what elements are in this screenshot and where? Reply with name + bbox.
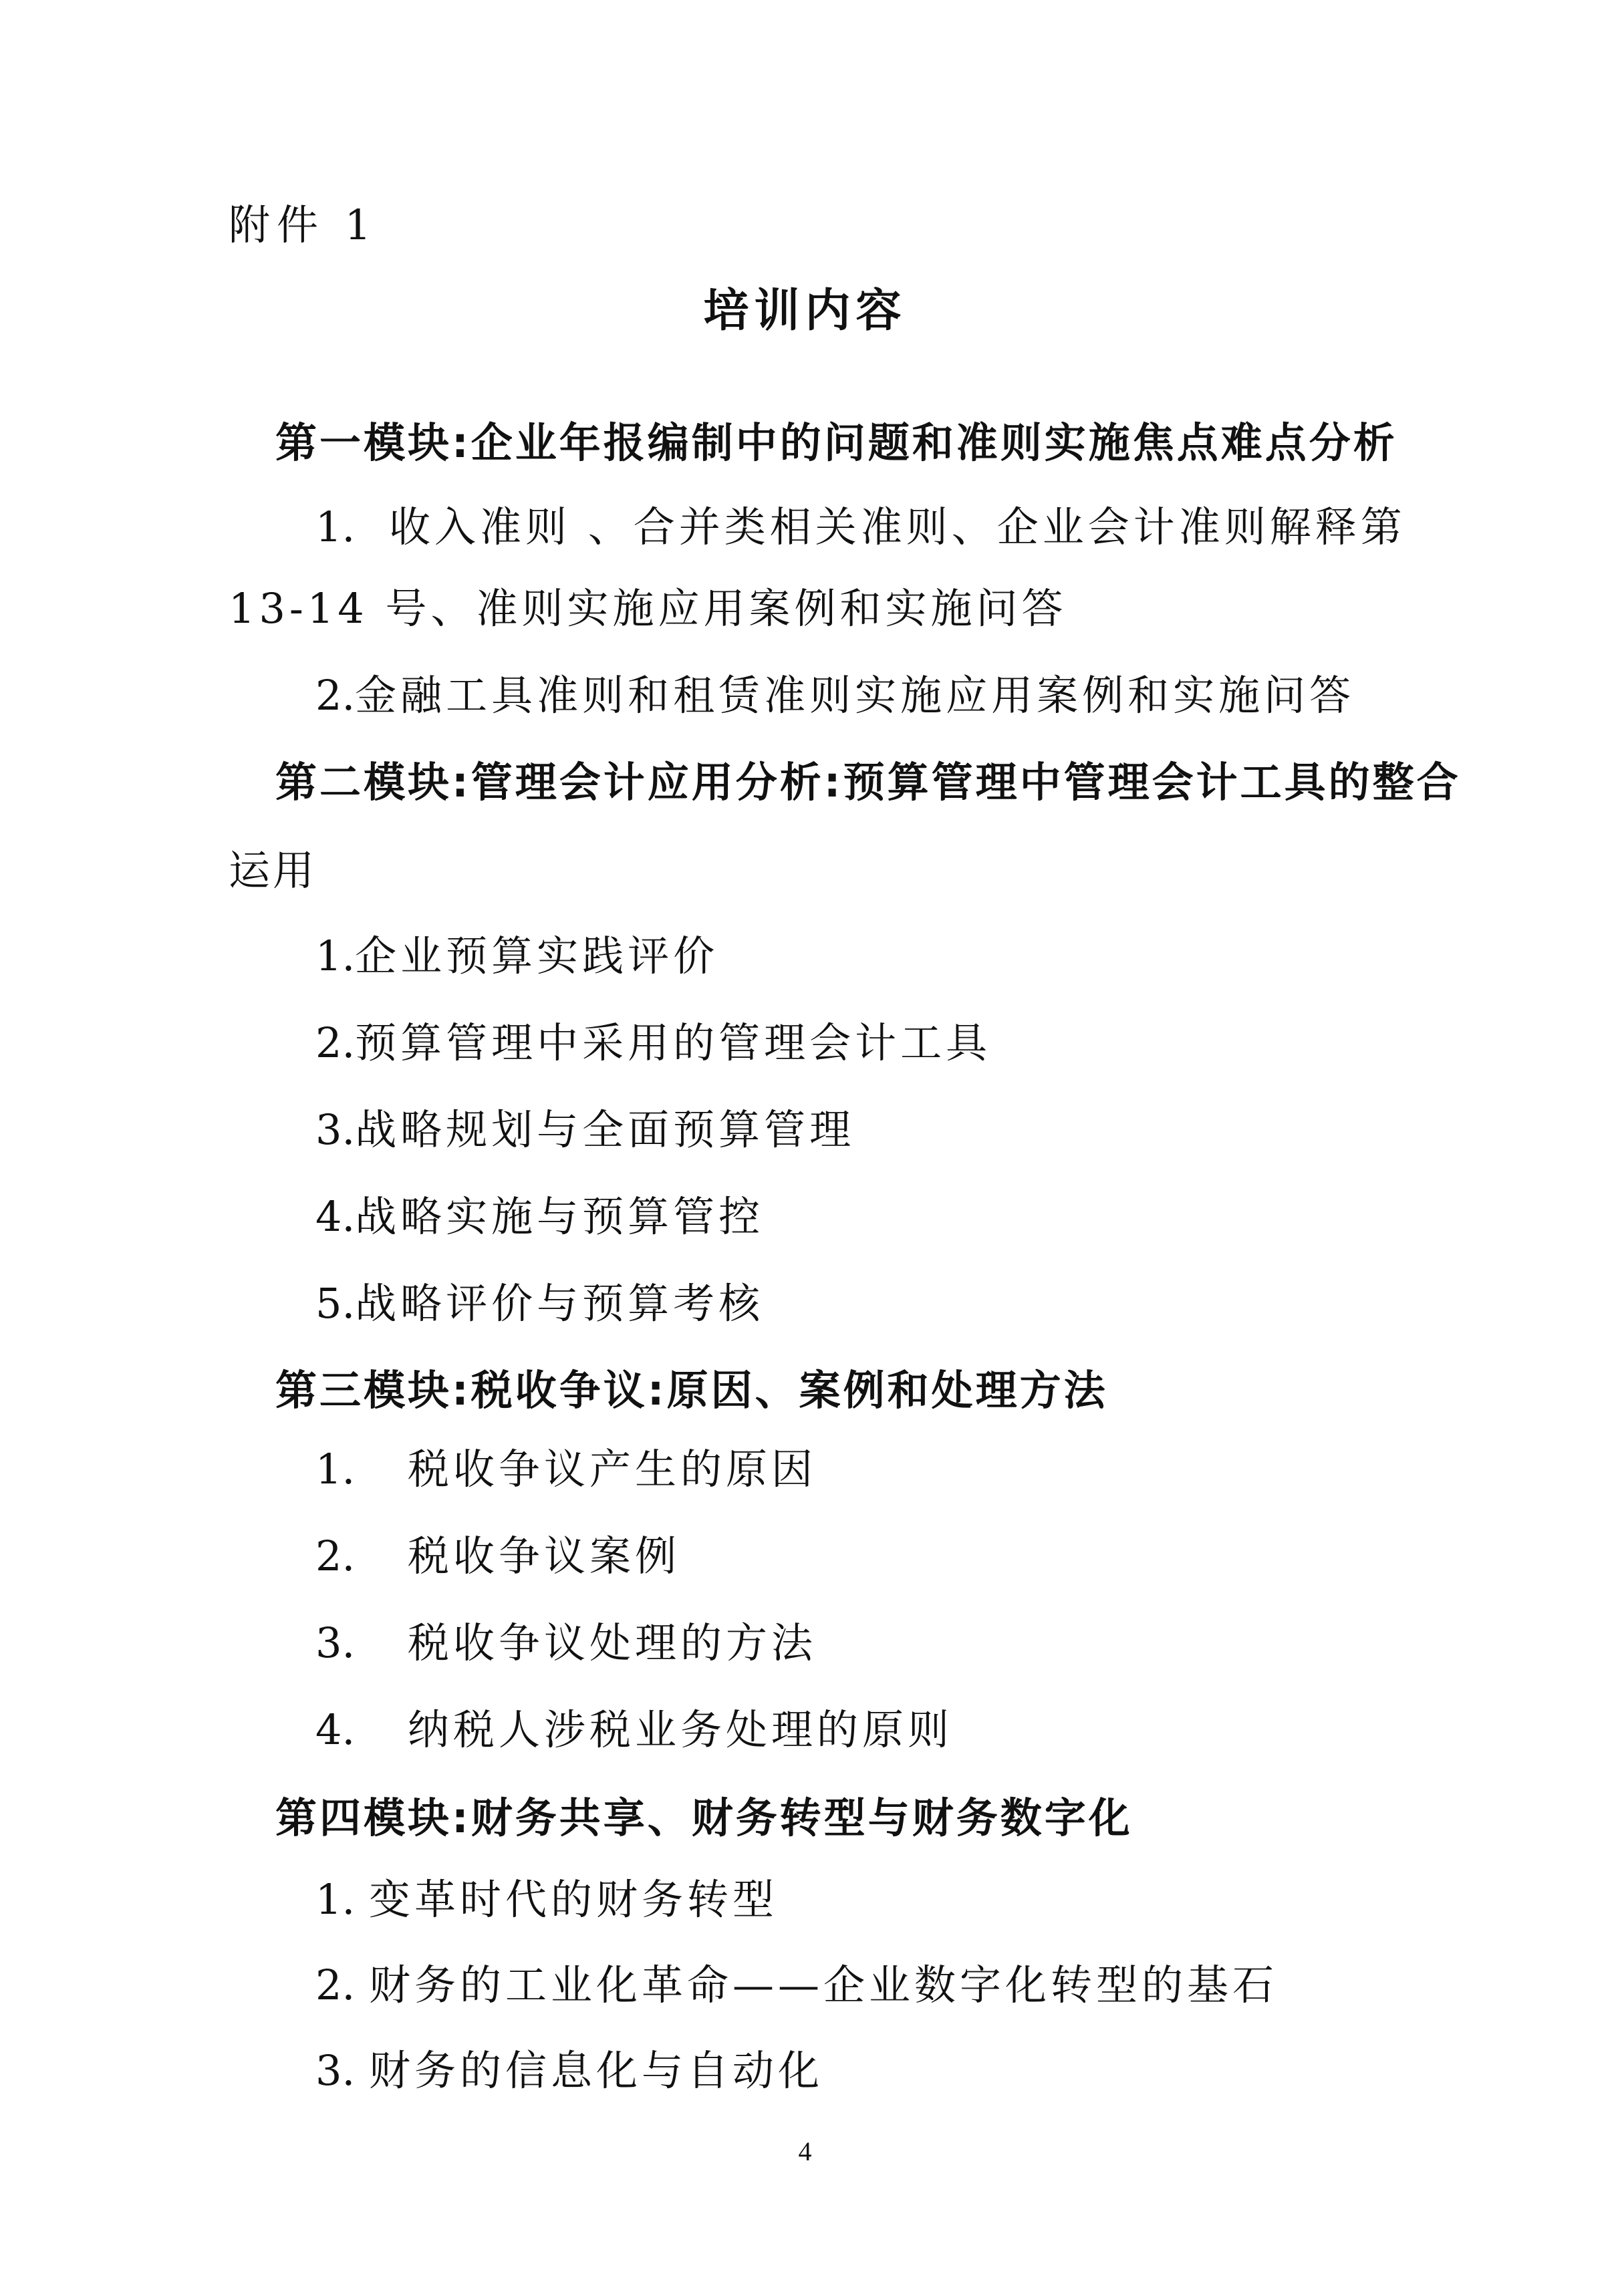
- module-4-item-1: [315, 1875, 779, 1924]
- module-2-item-5: [315, 1279, 765, 1328]
- item-text: 战略评价与预算考核: [355, 1279, 765, 1328]
- item-text: 税收争议产生的原因: [408, 1445, 817, 1493]
- item-number: 2.: [315, 1961, 356, 2009]
- module-1-item-2: [315, 671, 1355, 720]
- item-text: 税收争议处理的方法: [408, 1618, 817, 1667]
- module-1-item-1: [315, 503, 1406, 551]
- module-3-heading: 第三模块:税收争议:原因、案例和处理方法: [275, 1366, 1108, 1415]
- attachment-label: 附件 1: [229, 200, 378, 249]
- item-text: 战略实施与预算管控: [355, 1192, 765, 1241]
- item-text: 变革时代的财务转型: [369, 1875, 779, 1924]
- item-number: 2.: [315, 1018, 356, 1067]
- item-text: 企业预算实践评价: [355, 931, 719, 980]
- item-text: 纳税人涉税业务处理的原则: [408, 1705, 954, 1754]
- item-number: 4.: [315, 1192, 356, 1241]
- item-text: 税收争议案例: [408, 1532, 681, 1580]
- module-2-item-3: [315, 1105, 855, 1154]
- module-1-item-1-continuation: 13-14 号、准则实施应用案例和实施问答: [229, 584, 1067, 633]
- item-text: 预算管理中采用的管理会计工具: [355, 1018, 992, 1067]
- item-number: 2.: [315, 1532, 356, 1580]
- module-3-item-3: [315, 1618, 817, 1667]
- item-number: 1.: [315, 1445, 356, 1493]
- item-text: 金融工具准则和租赁准则实施应用案例和实施问答: [355, 671, 1355, 720]
- item-text: 财务的工业化革命——企业数字化转型的基石: [369, 1961, 1279, 2009]
- module-3-item-1: [315, 1445, 817, 1493]
- module-4-item-2: [315, 1961, 1279, 2009]
- module-2-item-2: [315, 1018, 992, 1067]
- document-title: 培训内容: [703, 285, 907, 337]
- item-number: 1.: [315, 1875, 356, 1924]
- item-number: 3.: [315, 1105, 356, 1154]
- item-number: 4.: [315, 1705, 356, 1754]
- module-2-heading: 第二模块:管理会计应用分析:预算管理中管理会计工具的整合: [275, 758, 1461, 807]
- item-text: 战略规划与全面预算管理: [355, 1105, 855, 1154]
- module-1-heading: 第一模块:企业年报编制中的问题和准则实施焦点难点分析: [275, 418, 1397, 467]
- item-text: 收入准则 、合并类相关准则、企业会计准则解释第: [389, 503, 1406, 551]
- item-number: 3.: [315, 2046, 356, 2095]
- module-3-item-4: [315, 1705, 954, 1754]
- module-2-item-1: [315, 931, 719, 980]
- module-4-item-3: [315, 2046, 824, 2095]
- item-number: 1.: [315, 931, 356, 980]
- module-4-heading: 第四模块:财务共享、财务转型与财务数字化: [275, 1793, 1133, 1842]
- item-number: 3.: [315, 1618, 356, 1667]
- item-text: 财务的信息化与自动化: [369, 2046, 824, 2095]
- page-number: 4: [798, 2136, 812, 2166]
- module-2-heading-continuation: 运用: [229, 846, 317, 895]
- module-2-item-4: [315, 1192, 765, 1241]
- item-number: 1.: [315, 503, 356, 551]
- module-3-item-2: [315, 1532, 681, 1580]
- item-number: 5.: [315, 1279, 356, 1328]
- item-number: 2.: [315, 671, 356, 720]
